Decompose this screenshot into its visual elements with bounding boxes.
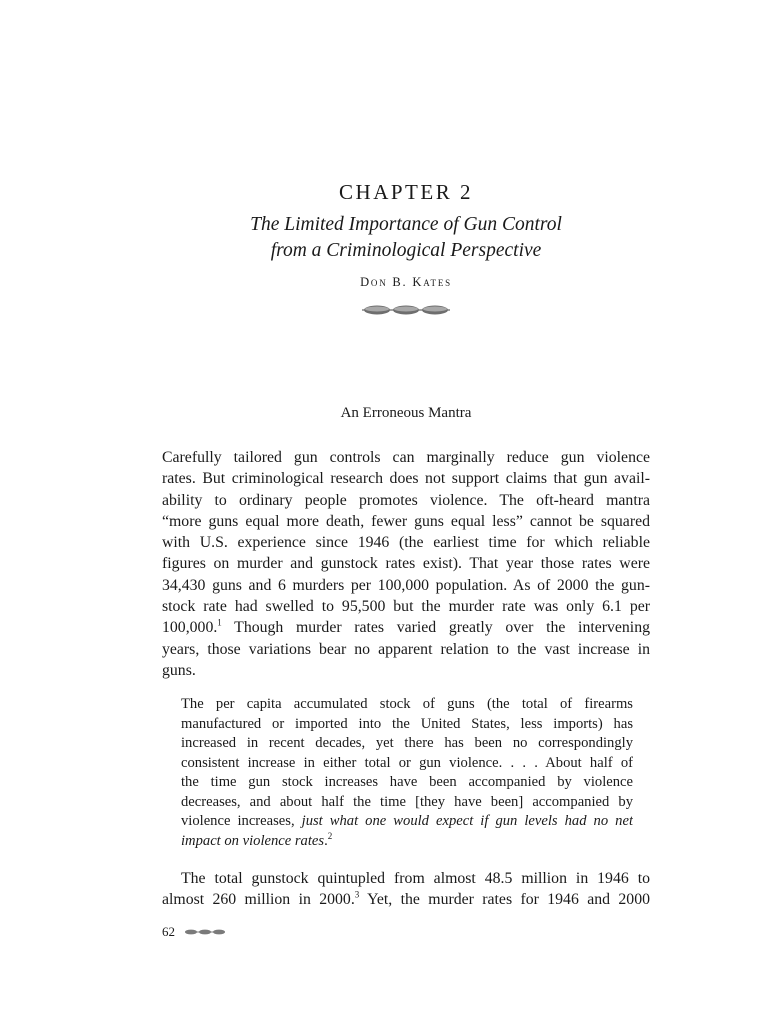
- text-fragment: violence increases,: [181, 813, 302, 829]
- text-line: figures on murder and gunstock rates exist). That year those rates were: [162, 555, 650, 573]
- quote-line: decreases, and about half the time [they have been] accompanied by: [181, 793, 633, 810]
- triple-lozenge-ornament-icon: [360, 300, 452, 320]
- footnote-marker: 2: [327, 831, 333, 841]
- chapter-title-line-2: from a Criminological Perspective: [270, 240, 542, 261]
- footnote-marker: 3: [354, 890, 360, 901]
- chapter-title: [0, 212, 768, 264]
- text-line: [162, 889, 650, 910]
- chapter-title-line-1: The Limited Importance of Gun Control: [250, 214, 562, 235]
- text-fragment: Yet, the murder rates for 1946 and 2000: [359, 891, 650, 909]
- text-fragment: Though murder rates varied greatly over the intervening: [221, 619, 650, 637]
- page-number: 62: [162, 924, 175, 939]
- quote-line: [181, 832, 633, 852]
- text-line: guns.: [162, 661, 196, 679]
- quote-line: increased in recent decades, yet there has been no correspondingly: [181, 735, 633, 751]
- quote-line: The per capita accumulated stock of guns (the total of firearms: [181, 696, 633, 712]
- text-line: [162, 617, 650, 638]
- quote-line: the time gun stock increases have been accompanied by violence: [181, 774, 633, 790]
- triple-lozenge-folio-icon: [184, 927, 226, 937]
- text-line: 34,430 guns and 6 murders per 100,000 population. As of 2000 the gun-: [162, 576, 650, 594]
- chapter-label: CHAPTER 2: [339, 180, 473, 204]
- text-fragment: .: [324, 832, 328, 849]
- text-line: The total gunstock quintupled from almost 48.5 million in 1946 to: [181, 870, 650, 887]
- text-line: with U.S. experience since 1946 (the earliest time for which reliable: [162, 534, 650, 552]
- body-paragraph-2: [162, 868, 650, 911]
- block-quote: [181, 695, 633, 851]
- text-fragment: 100,000.: [162, 619, 218, 637]
- text-line: stock rate had swelled to 95,500 but the murder rate was only 6.1 per: [162, 598, 650, 616]
- chapter-author: Don B. Kates: [360, 275, 452, 289]
- section-heading: An Erroneous Mantra: [340, 405, 472, 421]
- emphasis-text: just what one would expect if gun levels had no net: [301, 813, 633, 829]
- text-line: “more guns equal more death, fewer guns equal less” cannot be squared: [162, 512, 650, 530]
- footnote-marker: 1: [217, 618, 222, 629]
- emphasis-text: impact on violence rates: [181, 832, 325, 849]
- text-line: rates. But criminological research does not support claims that gun avail-: [162, 470, 650, 488]
- text-line: Carefully tailored gun controls can marginally reduce gun violence: [162, 449, 650, 466]
- body-paragraph-1: [162, 447, 650, 681]
- quote-line: consistent increase in either total or gun violence. . . . About half of: [181, 754, 633, 771]
- text-line: ability to ordinary people promotes violence. The oft-heard mantra: [162, 491, 650, 509]
- text-line: years, those variations bear no apparent relation to the vast increase in: [162, 640, 650, 658]
- quote-line: [181, 812, 633, 832]
- quote-line: manufactured or imported into the United States, less imports) has: [181, 715, 633, 732]
- text-fragment: almost 260 million in 2000.: [162, 891, 355, 909]
